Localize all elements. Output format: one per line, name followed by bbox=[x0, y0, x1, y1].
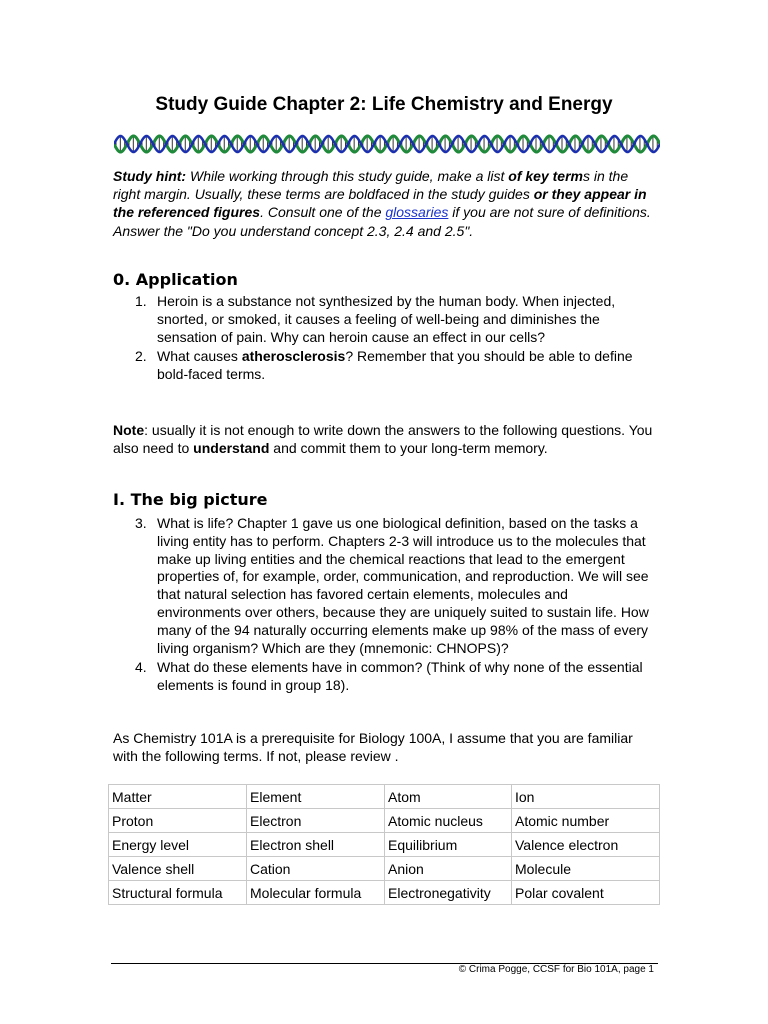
table-cell: Equilibrium bbox=[385, 833, 512, 857]
note-text: and commit them to your long-term memory. bbox=[269, 440, 548, 457]
question-text: ? Remember that you should be able to define bold-faced terms. bbox=[157, 348, 633, 383]
table-cell: Proton bbox=[109, 809, 247, 833]
table-cell: Energy level bbox=[109, 833, 247, 857]
key-term: atherosclerosis bbox=[241, 348, 346, 365]
question-item bbox=[113, 659, 653, 695]
study-hint-label: Study hint: bbox=[113, 168, 187, 184]
question-text: What is life? Chapter 1 gave us one biological definition, based on the tasks a living entity has to perform. Chapters 2-3 will introduce us to the molecules that make up living entities and the chemical reactions that lead to the emergent properties of, for example, order, communication, and reproduction. We will see that natural selection has favored certain elements, molecules and environments over others, because they are uniquely suited to sustain life. How many of the 94 naturally occurring elements make up 98% of the mass of every living organism? Which are they (mnemonic: CHNOPS)? bbox=[157, 515, 649, 656]
study-hint-text: . Consult one of the bbox=[260, 204, 386, 221]
note-text: : usually it is not enough to write down the answers to the following questions. You also need to bbox=[113, 422, 653, 457]
table-cell: Valence shell bbox=[109, 857, 247, 881]
page-title: Study Guide Chapter 2: Life Chemistry and Energy bbox=[155, 94, 613, 115]
question-text: What do these elements have in common? (Think of why none of the essential elements is found in group 18). bbox=[157, 659, 643, 694]
table-row bbox=[109, 833, 660, 857]
table-cell: Element bbox=[247, 785, 385, 809]
big-picture-questions bbox=[113, 515, 653, 697]
glossaries-link[interactable]: glossaries bbox=[385, 204, 449, 221]
study-hint-instruction: Answer the "Do you understand concept 2.3, 2.4 and 2.5". bbox=[113, 222, 474, 239]
table-cell: Anion bbox=[385, 857, 512, 881]
key-terms-table bbox=[108, 784, 660, 905]
study-hint-text: s in the right margin. Usually, these terms are boldfaced in the study guides bbox=[113, 168, 629, 203]
study-hint-bold: or they appear in the referenced figures bbox=[113, 186, 647, 221]
terms-intro: As Chemistry 101A is a prerequisite for Biology 100A, I assume that you are familiar with the following terms. If not, please review . bbox=[113, 730, 633, 765]
question-number: 4. bbox=[135, 659, 147, 676]
question-item bbox=[113, 515, 653, 657]
question-number: 3. bbox=[135, 515, 147, 531]
note-paragraph bbox=[113, 421, 653, 457]
table-cell: Atomic nucleus bbox=[385, 809, 512, 833]
study-hint-text: While working through this study guide, make a list bbox=[186, 168, 509, 184]
table-cell: Structural formula bbox=[109, 881, 247, 905]
question-item bbox=[113, 348, 653, 384]
table-cell: Atom bbox=[385, 785, 512, 809]
page-footer: © Crima Pogge, CCSF for Bio 101A, page 1 bbox=[458, 964, 654, 975]
section-heading-big-picture: I. The big picture bbox=[113, 490, 268, 509]
question-item bbox=[113, 293, 653, 346]
study-hint bbox=[113, 167, 653, 240]
table-cell: Cation bbox=[247, 857, 385, 881]
table-cell: Electronegativity bbox=[385, 881, 512, 905]
table-row bbox=[109, 785, 660, 809]
table-cell: Valence electron bbox=[512, 833, 660, 857]
table-cell: Ion bbox=[512, 785, 660, 809]
table-row bbox=[109, 857, 660, 881]
question-text: What causes bbox=[157, 348, 242, 365]
application-questions bbox=[113, 293, 653, 386]
table-cell: Molecule bbox=[512, 857, 660, 881]
table-cell: Matter bbox=[109, 785, 247, 809]
study-hint-bold: of key term bbox=[508, 168, 583, 184]
section-heading-application: 0. Application bbox=[113, 270, 238, 289]
dna-helix-divider bbox=[114, 132, 660, 156]
question-text: Heroin is a substance not synthesized by the human body. When injected, snorted, or smoked, it causes a feeling of well-being and diminishes the sensation of pain. Why can heroin cause an effect in our cells? bbox=[157, 293, 616, 345]
note-label: Note bbox=[113, 422, 145, 438]
question-number: 2. bbox=[135, 348, 147, 365]
table-row bbox=[109, 809, 660, 833]
table-row bbox=[109, 881, 660, 905]
table-cell: Polar covalent bbox=[512, 881, 660, 905]
study-hint-text: if you are not sure of definitions. bbox=[448, 204, 651, 221]
table-cell: Electron shell bbox=[247, 833, 385, 857]
table-cell: Atomic number bbox=[512, 809, 660, 833]
table-cell: Molecular formula bbox=[247, 881, 385, 905]
question-number: 1. bbox=[135, 293, 147, 309]
note-bold: understand bbox=[193, 440, 270, 457]
table-cell: Electron bbox=[247, 809, 385, 833]
